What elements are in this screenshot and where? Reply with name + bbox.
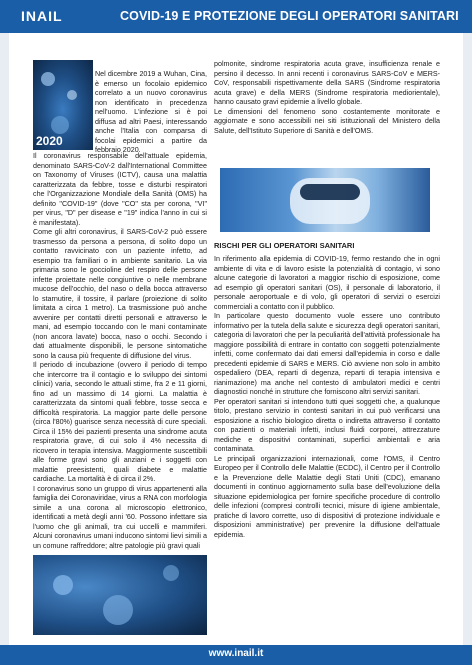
right-column-main bbox=[214, 255, 440, 540]
intro-paragraph bbox=[95, 70, 207, 156]
right-paragraph-1: polmonite, sindrome respiratoria acuta grave, insufficienza renale e persino il decesso. In anni recenti i coronavirus SARS-CoV e MERS-CoV, responsabili rispettivamente della SARS (Sindrome respiratoria acuta grave) e della MERS (Sindrome respiratoria mediorientale), hanno causato gravi epidemie a livello globale. bbox=[214, 60, 440, 106]
year-label: 2020 bbox=[36, 134, 63, 148]
right-margin-band bbox=[463, 33, 472, 645]
right-paragraph-2: Le dimensioni del fenomeno sono costantemente monitorate e aggiornate e sono accessibili nei siti istituzionali del Ministero della Salute, dell'Istituto Superiore di Sanità e dell'OMS. bbox=[214, 107, 440, 135]
right-paragraph-3: In riferimento alla epidemia di COVID-19, fermo restando che in ogni ambiente di vita e di lavoro esiste la potenzialità di contagio, vi sono alcune categorie di lavoratori a maggior rischio di esposizione, come ad esempio gli operatori sanitari (OS), il personale di laboratorio, il personale aeroportuale e di volo, gli operatori di servizi o esercizi commerciali a contatto con il pubblico. bbox=[214, 255, 440, 311]
right-paragraph-4: In particolare questo documento vuole essere uno contributo informativo per la tutela della salute e sicurezza degli operatori sanitari, categoria di lavoratori che per la peculiarità dell'attività professionale ha maggiore possibilità di entrare in contatto con soggetti potenzialmente infetti, come confermato dai dati emersi dall'epidemia in corso e dalle precedenti epidemie di SARS e MERS. Ciò avviene non solo in ambito ospedaliero (DEA, reparti di degenza, reparti di terapia intensiva e rianimazione) ma anche nel contesto di ambulatori medici e centri diagnostici nonché in strutture che forniscono altri servizi sanitari. bbox=[214, 312, 440, 396]
left-paragraph-3: Il periodo di incubazione (ovvero il periodo di tempo che intercorre tra il contagio e lo sviluppo dei sintomi clinici) varia, secondo le attuali stime, fra 2 e 11 giorni, fino ad un massimo di 14 giorni. La malattia è caratterizzata da sintomi quali febbre, tosse secca e difficoltà respiratoria. La maggior parte delle persone (circa l'80%) guarisce senza necessità di cure speciali. Circa il 15% dei pazienti presenta una sindrome acuta respiratoria grave, di cui solo il 4% necessita di ricovero in terapia intensiva. Maggiormente suscettibili alle forme gravi sono gli anziani e i soggetti con malattie preesistenti, quali diabete e malattie cardiache. La mortalità è di circa il 2%. bbox=[33, 361, 207, 483]
left-paragraph-4: I coronavirus sono un gruppo di virus appartenenti alla famiglia dei Coronaviridae, virus a RNA con morfologia simile a una corona al microscopio elettronico, identificati a metà degli anni '60. Possono infettare sia l'uomo che gli animali, tra cui uccelli e mammiferi. Alcuni coronavirus umani inducono sintomi lievi simili a un comune raffreddore; altre patologie più gravi quali bbox=[33, 484, 207, 550]
virus-image bbox=[33, 555, 207, 635]
left-margin-band bbox=[0, 33, 9, 645]
section-heading: RISCHI PER GLI OPERATORI SANITARI bbox=[214, 241, 355, 250]
healthcare-worker-photo bbox=[220, 168, 430, 232]
inail-logo[interactable]: INAIL bbox=[21, 8, 63, 24]
left-paragraph-2: Come gli altri coronavirus, il SARS-CoV-2 può essere trasmesso da persona a persona, di solito dopo un contatto ravvicinato con un paziente infetto, ad esempio tra familiari o in ambiente sanitario. La via primaria sono le goccioline del respiro delle persone infette proiettate nelle congiuntive o nelle membrane mucose dell'occhio, del naso o della bocca attraverso lo starnutire, il tossire, il parlare (proiezione di solito limitata a circa 1 metro). La trasmissione può anche avvenire per contatti diretti personali e attraverso le mani, ad esempio toccando con le mani contaminate (non ancora lavate) bocca, naso o occhi. Secondo i dati attualmente disponibili, le persone sintomatiche sono la causa più frequente di diffusione del virus. bbox=[33, 228, 207, 360]
footer-bar bbox=[0, 645, 472, 665]
header-bar bbox=[0, 0, 472, 33]
left-column bbox=[33, 152, 207, 551]
intro-text: Nel dicembre 2019 a Wuhan, Cina, è emerso un focolaio epidemico correlato a un nuovo coronavirus non identificato in precedenza nell'uomo. L'infezione si è poi diffusa ad altri Paesi, interessando anche l'Italia con comparsa di focolai epidemici a partire da febbraio 2020. bbox=[95, 70, 207, 154]
document-title: COVID-19 E PROTEZIONE DEGLI OPERATORI SANITARI bbox=[120, 9, 459, 23]
right-paragraph-5: Per operatori sanitari si intendono tutti quei soggetti che, a qualunque titolo, prestano servizio in contesti sanitari in cui può verificarsi una esposizione a rischio biologico diretta o indiretta attraverso il contatto con pazienti o materiali infetti, inclusi fluidi corporei, attrezzature mediche e dispositivi contaminati, superfici ambientali e aria contaminata. bbox=[214, 397, 440, 453]
right-column-top bbox=[214, 60, 440, 136]
footer-link[interactable]: www.inail.it bbox=[208, 648, 264, 659]
left-paragraph-1: Il coronavirus responsabile dell'attuale epidemia, denominato SARS-CoV-2 dall'International Committee on Taxonomy of Viruses (ICTV), causa una malattia caratterizzata da febbre, tosse e disturbi respiratori che l'Organizzazione Mondiale della Sanità (OMS) ha definito "COVID-19" (dove "CO" sta per corona, "VI" per virus, "D" per disease e "19" indica l'anno in cui si è manifestata). bbox=[33, 152, 207, 227]
right-paragraph-6: Le principali organizzazioni internazionali, come l'OMS, il Centro Europeo per il Controllo delle Malattie (ECDC), il Centro per il Controllo e la Prevenzione delle Malattie degli Stati Uniti (CDC), emanano documenti in continuo aggiornamento sulla base dell'evoluzione della situazione epidemiologica per fornire specifiche procedure di controllo delle infezioni (compresi controlli tecnici, misure di igiene ambientale, pratiche di lavoro corrette, uso di dispositivi di protezione individuale e disposizioni amministrative) per prevenire la diffusione dell'attuale epidemia. bbox=[214, 454, 440, 539]
